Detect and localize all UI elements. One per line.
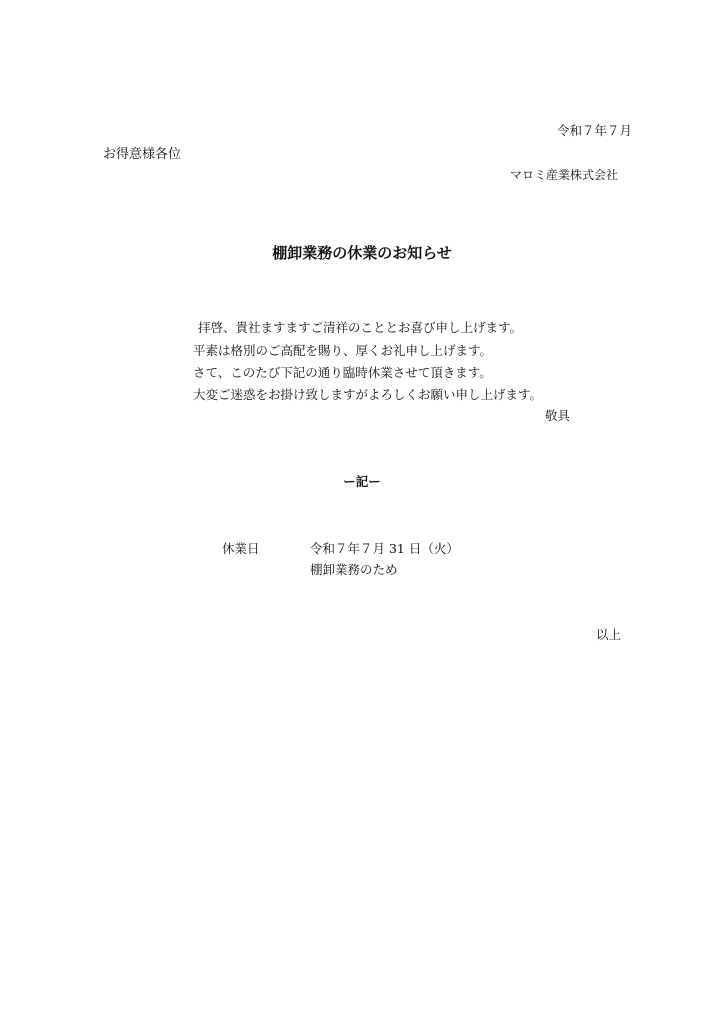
ki-heading: ー記ー — [343, 474, 381, 489]
holiday-label: 休業日 — [222, 541, 260, 556]
sender-company: マロミ産業株式会社 — [509, 168, 618, 182]
holiday-reason: 棚卸業務のため — [310, 562, 398, 577]
holiday-date: 令和７年７月 31 日（火） — [310, 541, 459, 556]
body-line-3: さて、このたび下記の通り臨時休業させて頂きます。 — [193, 365, 492, 380]
body-line-1: 拝啓、貴社ますますご清祥のこととお喜び申し上げます。 — [198, 320, 523, 335]
document-title: 棚卸業務の休業のお知らせ — [272, 244, 452, 262]
body-line-4: 大変ご迷惑をお掛け致しますがよろしくお願い申し上げます。 — [193, 387, 543, 402]
end-ijou: 以上 — [595, 627, 621, 642]
recipient: お得意様各位 — [103, 147, 182, 162]
closing-keigu: 敬具 — [544, 408, 570, 423]
body-line-2: 平素は格別のご高配を賜り、厚くお礼申し上げます。 — [193, 343, 493, 358]
issue-date: 令和７年７月 — [556, 123, 632, 138]
